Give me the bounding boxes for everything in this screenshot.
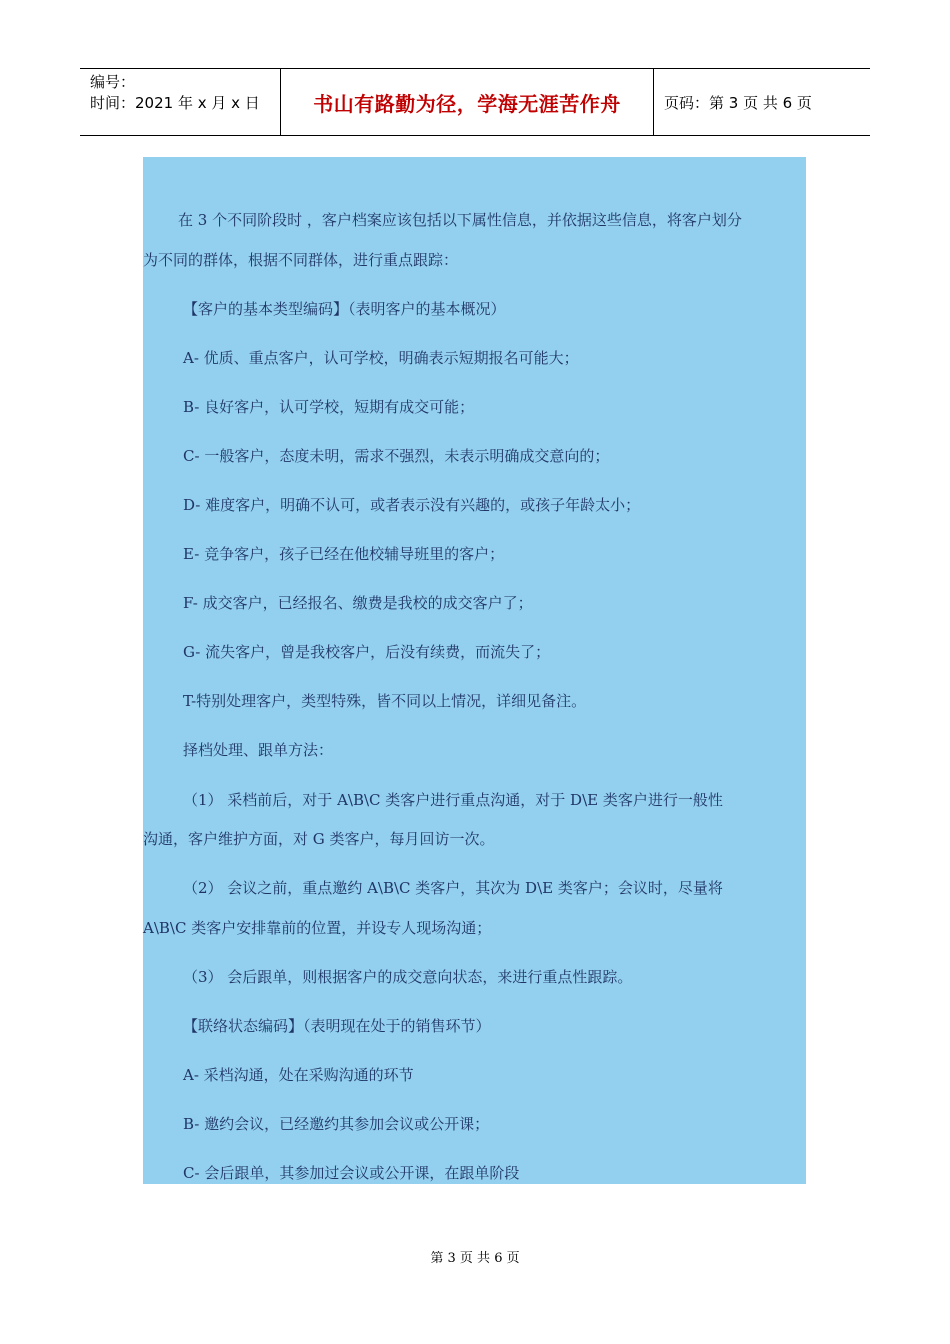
method-2-line-1: （2） 会议之前，重点邀约 A\B\C 类客户，其次为 D\E 类客户；会议时，尽量将 (183, 879, 723, 897)
customer-type-a: A- 优质、重点客户，认可学校，明确表示短期报名可能大； (183, 349, 579, 367)
header-meta (80, 69, 281, 135)
content-box (143, 157, 806, 1184)
contact-status-b: B- 邀约会议，已经邀约其参加会议或公开课； (183, 1115, 490, 1133)
contact-status-a: A- 采档沟通，处在采购沟通的环节 (183, 1066, 414, 1084)
footer-page-number: 第 3 页 共 6 页 (430, 1251, 520, 1266)
method-1-line-2: 沟通，客户维护方面，对 G 类客户，每月回访一次。 (143, 830, 495, 848)
header-page-info: 页码：第 3 页 共 6 页 (664, 93, 812, 112)
header-motto: 书山有路勤为径，学海无涯苦作舟 (281, 69, 654, 135)
customer-type-t: T-特别处理客户，类型特殊，皆不同以上情况，详细见备注。 (183, 692, 587, 710)
document-number-label: 编号： (90, 73, 136, 91)
section-title-customer-type: 【客户的基本类型编码】（表明客户的基本概况） (183, 300, 506, 318)
method-title: 择档处理、跟单方法： (183, 741, 334, 759)
customer-type-d: D- 难度客户，明确不认可，或者表示没有兴趣的，或孩子年龄太小； (183, 496, 641, 514)
paragraph-intro-line-2: 为不同的群体，根据不同群体，进行重点跟踪： (143, 251, 459, 269)
customer-type-g: G- 流失客户，曾是我校客户，后没有续费，而流失了； (183, 643, 551, 661)
customer-type-b: B- 良好客户，认可学校，短期有成交可能； (183, 398, 475, 416)
section-title-contact-status: 【联络状态编码】（表明现在处于的销售环节） (183, 1017, 491, 1035)
customer-type-f: F- 成交客户，已经报名、缴费是我校的成交客户了； (183, 594, 533, 612)
contact-status-c: C- 会后跟单，其参加过会议或公开课，在跟单阶段 (183, 1164, 520, 1182)
method-1-line-1: （1） 采档前后，对于 A\B\C 类客户进行重点沟通，对于 D\E 类客户进行一般性 (183, 791, 723, 809)
customer-type-e: E- 竞争客户，孩子已经在他校辅导班里的客户； (183, 545, 505, 563)
method-2-line-2: A\B\C 类客户安排靠前的位置，并设专人现场沟通； (143, 919, 492, 937)
document-time-label: 时间：2021 年 x 月 x 日 (90, 94, 260, 112)
method-3-line-1: （3） 会后跟单，则根据客户的成交意向状态，来进行重点性跟踪。 (183, 968, 633, 986)
customer-type-c: C- 一般客户，态度未明，需求不强烈，未表示明确成交意向的； (183, 447, 610, 465)
header-table (80, 68, 870, 136)
paragraph-intro-line-1: 在 3 个不同阶段时 ，客户档案应该包括以下属性信息，并依据这些信息，将客户划分 (178, 211, 742, 229)
